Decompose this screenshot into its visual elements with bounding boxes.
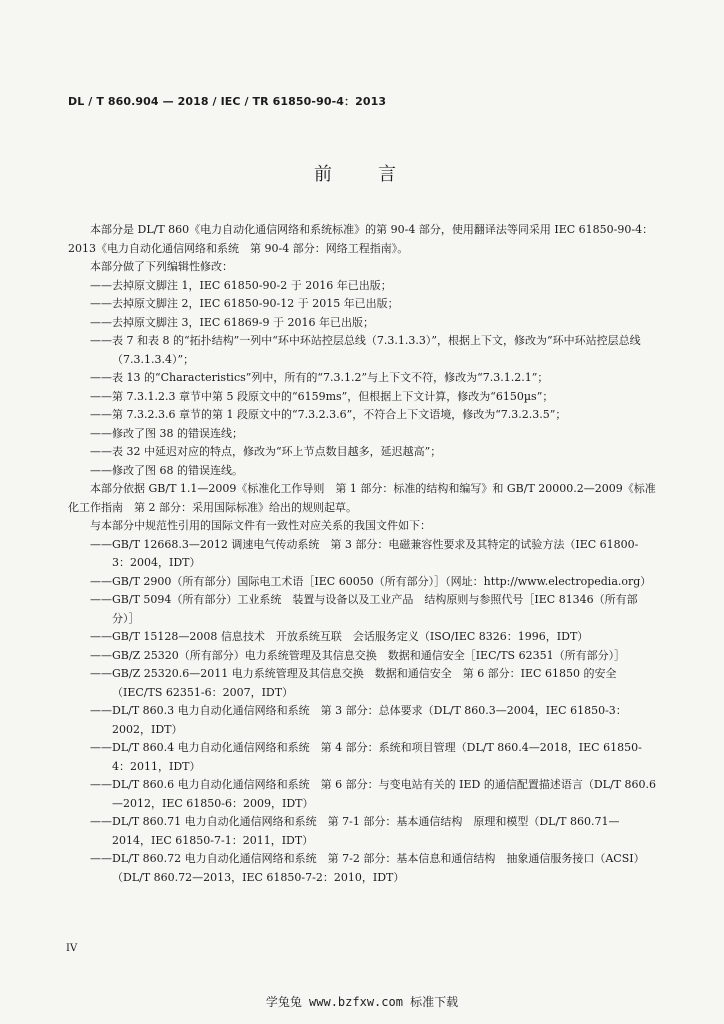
foreword-body	[68, 221, 656, 887]
reference-item: ——GB/Z 25320（所有部分）电力系统管理及其信息交换 数据和通信安全［IEC/TS 62351（所有部分）］	[90, 648, 626, 662]
reference-item: ——DL/T 860.4 电力自动化通信网络和系统 第 4 部分：系统和项目管理（DL/T 860.4—2018，IEC 61850-4：2011，IDT）	[90, 741, 642, 773]
reference-item: ——GB/Z 25320.6—2011 电力系统管理及其信息交换 数据和通信安全 第 6 部分：IEC 61850 的安全（IEC/TS 62351-6：2007，IDT）	[90, 667, 617, 699]
list-item: ——去掉原文脚注 1，IEC 61850-90-2 于 2016 年已出版；	[90, 278, 392, 292]
list-item: ——修改了图 68 的错误连线。	[90, 463, 243, 477]
reference-item: ——DL/T 860.71 电力自动化通信网络和系统 第 7-1 部分：基本通信结构 原理和模型（DL/T 860.71—2014，IEC 61850-7-1：2011，IDT）	[90, 815, 620, 847]
watermark-footer: 学兔兔 www.bzfxw.com 标准下载	[265, 995, 459, 1009]
reference-item: ——GB/T 5094（所有部分）工业系统 装置与设备以及工业产品 结构原则与参照代号［IEC 81346（所有部分）］	[90, 593, 638, 625]
reference-item: ——GB/T 12668.3—2012 调速电气传动系统 第 3 部分：电磁兼容性要求及其特定的试验方法（IEC 61800-3：2004，IDT）	[90, 537, 639, 569]
list-item: ——表 7 和表 8 的“拓扑结构”一列中“环中环站控层总线（7.3.1.3.3）”，根据上下文，修改为“环中环站控层总线（7.3.1.3.4）”；	[90, 334, 641, 366]
reference-item: ——DL/T 860.6 电力自动化通信网络和系统 第 6 部分：与变电站有关的 IED 的通信配置描述语言（DL/T 860.6—2012，IEC 61850-6：2009，IDT）	[90, 778, 656, 810]
list-item: ——第 7.3.1.2.3 章节中第 5 段原文中的“6159ms”，但根据上下文计算，修改为“6150µs”；	[90, 389, 554, 403]
list-item: ——表 32 中延迟对应的特点，修改为“环上节点数目越多，延迟越高”；	[90, 445, 442, 458]
paragraph: 本部分依据 GB/T 1.1—2009《标准化工作导则 第 1 部分：标准的结构和编写》和 GB/T 20000.2—2009《标准化工作指南 第 2 部分：采用国际标准》给出的规则起草。	[68, 482, 656, 514]
list-item: ——去掉原文脚注 3，IEC 61869-9 于 2016 年已出版；	[90, 315, 374, 329]
list-item: ——表 13 的“Characteristics”列中，所有的“7.3.1.2”与上下文不符，修改为“7.3.1.2.1”；	[90, 371, 549, 384]
reference-item: ——GB/T 2900（所有部分）国际电工术语［IEC 60050（所有部分）］（网址：http://www.electropedia.org）	[90, 574, 652, 588]
list-item: ——去掉原文脚注 2，IEC 61850-90-12 于 2015 年已出版；	[90, 297, 399, 310]
paragraph: 与本部分中规范性引用的国际文件有一致性对应关系的我国文件如下：	[90, 519, 431, 532]
standard-header: DL / T 860.904 — 2018 / IEC / TR 61850-90-4：2013	[68, 95, 387, 108]
list-item: ——修改了图 38 的错误连线；	[90, 426, 243, 440]
reference-item: ——DL/T 860.3 电力自动化通信网络和系统 第 3 部分：总体要求（DL/T 860.3—2004，IEC 61850-3：2002，IDT）	[90, 704, 627, 736]
page-number: IV	[66, 943, 78, 954]
page-title: 前 言	[314, 164, 410, 185]
paragraph: 本部分是 DL/T 860《电力自动化通信网络和系统标准》的第 90-4 部分，使用翻译法等同采用 IEC 61850-90-4：2013《电力自动化通信网络和系统 第 90-4 部分：网络工程指南》。	[68, 223, 654, 255]
reference-item: ——DL/T 860.72 电力自动化通信网络和系统 第 7-2 部分：基本信息和通信结构 抽象通信服务接口（ACSI）（DL/T 860.72—2013，IEC 61850-7-2：2010，IDT）	[90, 852, 645, 884]
reference-item: ——GB/T 15128—2008 信息技术 开放系统互联 会话服务定义（ISO/IEC 8326：1996，IDT）	[90, 630, 589, 643]
list-item: ——第 7.3.2.3.6 章节的第 1 段原文中的“7.3.2.3.6”，不符合上下文语境，修改为“7.3.2.3.5”；	[90, 408, 567, 421]
paragraph: 本部分做了下列编辑性修改：	[90, 260, 233, 273]
